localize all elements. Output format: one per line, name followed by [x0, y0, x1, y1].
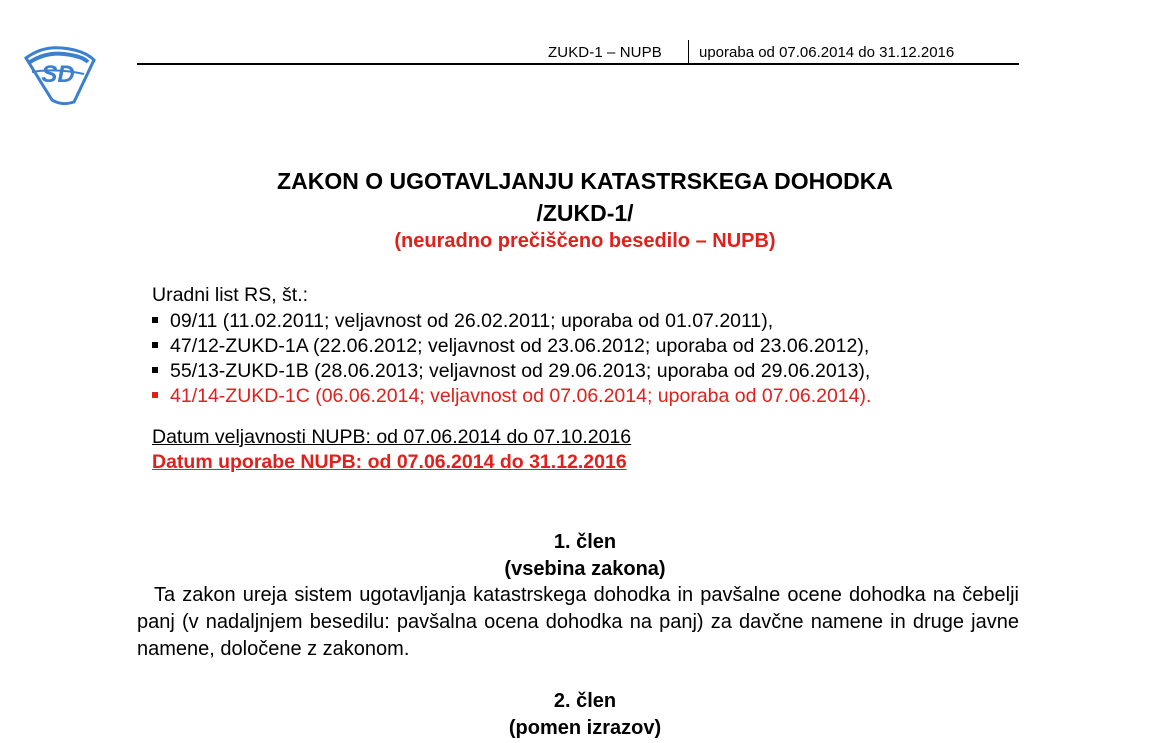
- header-rule: [137, 63, 1019, 65]
- validity-date: Datum veljavnosti NUPB: od 07.06.2014 do 07.10.2016: [152, 426, 632, 448]
- article-1-text: Ta zakon ureja sistem ugotavljanja katastrskega dohodka in pavšalne ocene dohodka na čebelji panj (v nadaljnjem besedilu: pavšalna ocena dohodka na panj) za davčne namene in druge javne namene, določene z zakonom.: [137, 584, 1019, 660]
- svg-text:SD: SD: [41, 61, 75, 88]
- article-1-title: (vsebina zakona): [504, 558, 666, 580]
- bullet-icon: [152, 392, 158, 398]
- gazette-item-text: 55/13-ZUKD-1B (28.06.2013; veljavnost od 29.06.2013; uporaba od 29.06.2013),: [170, 360, 871, 382]
- bullet-icon: [152, 317, 158, 323]
- bullet-icon: [152, 342, 158, 348]
- article-1-number: 1. člen: [553, 531, 617, 553]
- usage-date: Datum uporabe NUPB: od 07.06.2014 do 31.12.2016: [152, 451, 627, 473]
- gazette-item: [152, 360, 870, 383]
- document-subtitle: (neuradno prečiščeno besedilo – NUPB): [394, 230, 776, 252]
- publisher-logo-icon: [22, 44, 96, 106]
- bullet-icon: [152, 367, 158, 373]
- article-2-title: (pomen izrazov): [508, 717, 662, 739]
- gazette-item-current: [152, 385, 871, 408]
- gazette-item-text: 47/12-ZUKD-1A (22.06.2012; veljavnost od 23.06.2012; uporaba od 23.06.2012),: [170, 335, 870, 357]
- gazette-item-text: 41/14-ZUKD-1C (06.06.2014; veljavnost od 07.06.2014; uporaba od 07.06.2014).: [170, 385, 872, 407]
- document-title: ZAKON O UGOTAVLJANJU KATASTRSKEGA DOHODKA: [277, 168, 893, 194]
- gazette-item-text: 09/11 (11.02.2011; veljavnost od 26.02.2011; uporaba od 01.07.2011),: [170, 310, 774, 332]
- gazette-item: [152, 310, 773, 333]
- article-2-number: 2. člen: [553, 690, 617, 712]
- document-abbreviation: /ZUKD-1/: [536, 200, 634, 226]
- gazette-item: [152, 335, 869, 358]
- gazette-label: Uradni list RS, št.:: [152, 284, 309, 306]
- header-usage: uporaba od 07.06.2014 do 31.12.2016: [699, 44, 955, 61]
- header-code: ZUKD-1 – NUPB: [548, 44, 662, 61]
- header-divider: [688, 40, 689, 64]
